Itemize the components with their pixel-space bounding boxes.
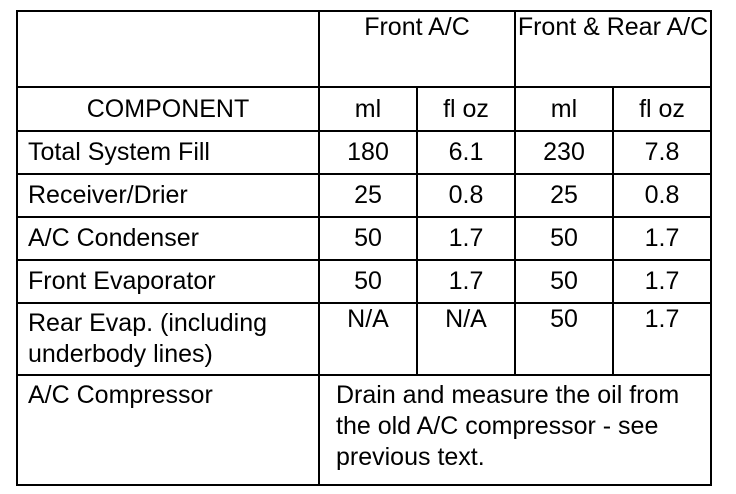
table-row — [17, 303, 711, 375]
header-front-rear-ac: Front & Rear A/C — [515, 11, 711, 87]
value-cell: 1.7 — [613, 303, 711, 375]
value-cell: 50 — [319, 217, 417, 260]
value-cell: N/A — [417, 303, 515, 375]
value-cell: 1.7 — [417, 260, 515, 303]
table-row — [17, 260, 711, 303]
value-cell: 50 — [319, 260, 417, 303]
value-cell: N/A — [319, 303, 417, 375]
value-cell: 50 — [515, 260, 613, 303]
value-cell: 50 — [515, 217, 613, 260]
oil-capacity-table — [16, 10, 712, 486]
value-cell: 180 — [319, 131, 417, 174]
value-cell: 1.7 — [613, 217, 711, 260]
header-component: COMPONENT — [17, 87, 319, 131]
table-row-compressor — [17, 375, 711, 485]
oil-capacity-table-container — [16, 10, 712, 486]
value-cell: 0.8 — [613, 174, 711, 217]
table-row — [17, 217, 711, 260]
table-row — [17, 174, 711, 217]
table-row — [17, 131, 711, 174]
unit-front-ml: ml — [319, 87, 417, 131]
component-label: A/C Compressor — [17, 375, 319, 485]
unit-rear-floz: fl oz — [613, 87, 711, 131]
value-cell: 25 — [515, 174, 613, 217]
header-row-groups — [17, 11, 711, 87]
value-cell: 0.8 — [417, 174, 515, 217]
value-cell: 230 — [515, 131, 613, 174]
value-cell: 25 — [319, 174, 417, 217]
value-cell: 1.7 — [613, 260, 711, 303]
value-cell: 50 — [515, 303, 613, 375]
component-label: Front Evaporator — [17, 260, 319, 303]
component-label: A/C Condenser — [17, 217, 319, 260]
value-cell: 7.8 — [613, 131, 711, 174]
value-cell: 6.1 — [417, 131, 515, 174]
component-label: Receiver/Drier — [17, 174, 319, 217]
value-cell: 1.7 — [417, 217, 515, 260]
component-label: Rear Evap. (including underbody lines) — [17, 303, 319, 375]
unit-front-floz: fl oz — [417, 87, 515, 131]
component-label: Total System Fill — [17, 131, 319, 174]
header-blank-cell — [17, 11, 319, 87]
unit-rear-ml: ml — [515, 87, 613, 131]
header-row-units — [17, 87, 711, 131]
header-front-ac: Front A/C — [319, 11, 515, 87]
compressor-note: Drain and measure the oil from the old A/C compressor - see previous text. — [319, 375, 711, 485]
